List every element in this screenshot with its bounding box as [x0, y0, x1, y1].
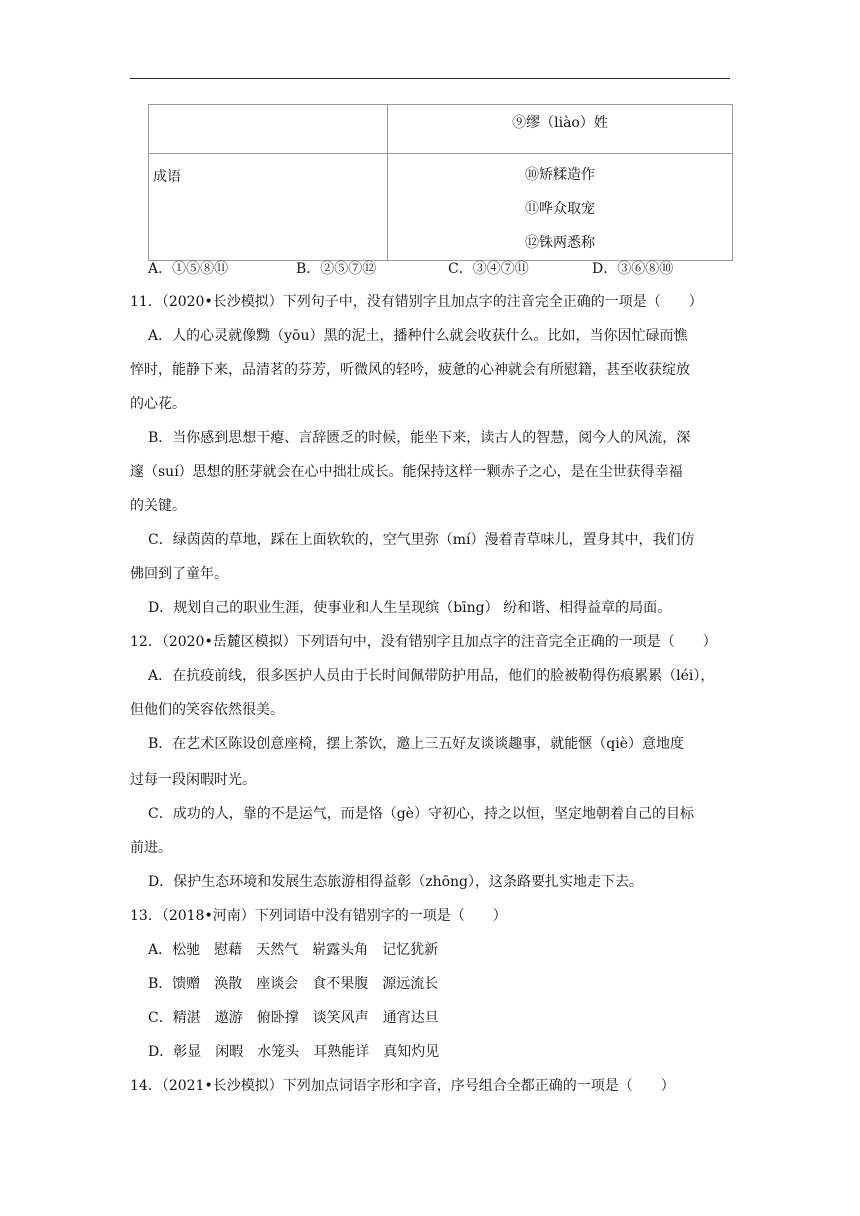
- list-item: ⑪哗众取宠: [525, 201, 595, 217]
- list-item: ⑫铢两悉称: [525, 235, 595, 251]
- q11-stem: 11．（2020•长沙模拟）下列句子中，没有错别字且加点字的注音完全正确的一项是（ ）: [130, 294, 703, 310]
- q11-a-line1: A．人的心灵就像黝（yōu）黑的泥土，播种什么就会收获什么。比如，当你因忙碌而憔: [148, 328, 688, 344]
- q11-d-line1: D．规划自己的职业生涯，使事业和人生呈现缤（bīng） 纷和谐、相得益章的局面。: [148, 600, 672, 616]
- q11-b-line3: 的关键。: [130, 498, 186, 514]
- q11-b-line1: B．当你感到思想干瘪、言辞匮乏的时候，能坐下来，读古人的智慧，阅今人的风流，深: [148, 430, 691, 446]
- table-cell-empty: [149, 105, 388, 154]
- word-table: [148, 104, 733, 261]
- table-cell: ⑨缪（liào）姓: [388, 105, 733, 154]
- q12-c-line1: C．成功的人，靠的不是运气，而是恪（gè）守初心，持之以恒，坚定地朝着自己的目标: [148, 806, 694, 822]
- q11-c-line2: 佛回到了童年。: [130, 566, 228, 582]
- q12-stem: 12．（2020•岳麓区模拟）下列语句中，没有错别字且加点字的注音完全正确的一项是（ ）: [130, 634, 717, 650]
- q10-option-c: C．③④⑦⑪: [448, 261, 529, 277]
- table-row: [149, 154, 733, 261]
- list-item: ⑩矫糅造作: [525, 167, 595, 183]
- q12-b-line2: 过每一段闲暇时光。: [130, 772, 256, 788]
- q13-stem: 13．（2018•河南）下列词语中没有错别字的一项是（ ）: [130, 908, 507, 924]
- q13-option-c: C．精湛 遨游 俯卧撑 谈笑风声 通宵达旦: [148, 1010, 439, 1026]
- q11-c-line1: C．绿茵茵的草地，踩在上面软软的，空气里弥（mí）漫着青草味儿，置身其中，我们仿: [148, 532, 695, 548]
- table-row: [149, 105, 733, 154]
- q10-option-d: D．③⑥⑧⑩: [592, 261, 674, 277]
- q11-b-line2: 邃（suí）思想的胚芽就会在心中拙壮成长。能保持这样一颗赤子之心，是在尘世获得幸福: [130, 464, 683, 480]
- q13-option-b: B．馈赠 涣散 座谈会 食不果腹 源远流长: [148, 976, 439, 992]
- q14-stem: 14．（2021•长沙模拟）下列加点词语字形和字音，序号组合全都正确的一项是（ ）: [130, 1078, 675, 1094]
- header-rule: [130, 78, 730, 79]
- q11-a-line2: 悴时，能静下来，品清茗的芬芳，听微风的轻吟，疲惫的心神就会有所慰籍，甚至收获绽放: [130, 362, 690, 378]
- q10-option-a: A．①⑤⑧⑪: [148, 261, 229, 277]
- q10-option-b: B．②⑤⑦⑫: [296, 261, 377, 277]
- q12-d-line1: D．保护生态环境和发展生态旅游相得益彰（zhōng），这条路要扎实地走下去。: [148, 874, 644, 890]
- q13-option-d: D．彰显 闲暇 水笼头 耳熟能详 真知灼见: [148, 1044, 440, 1060]
- q13-option-a: A．松驰 慰藉 天然气 崭露头角 记忆犹新: [148, 942, 439, 958]
- table-cell-category: 成语: [149, 154, 388, 261]
- table-cell-list: [388, 154, 733, 261]
- q12-a-line2: 但他们的笑容依然很美。: [130, 702, 284, 718]
- q11-a-line3: 的心花。: [130, 396, 186, 412]
- q12-a-line1: A．在抗疫前线，很多医护人员由于长时间佩带防护用品，他们的脸被勒得伤痕累累（léi），: [148, 668, 715, 684]
- q12-c-line2: 前进。: [130, 840, 172, 856]
- q12-b-line1: B．在艺术区陈设创意座椅，摆上茶饮，邀上三五好友谈谈趣事，就能惬（qiè）意地度: [148, 736, 685, 752]
